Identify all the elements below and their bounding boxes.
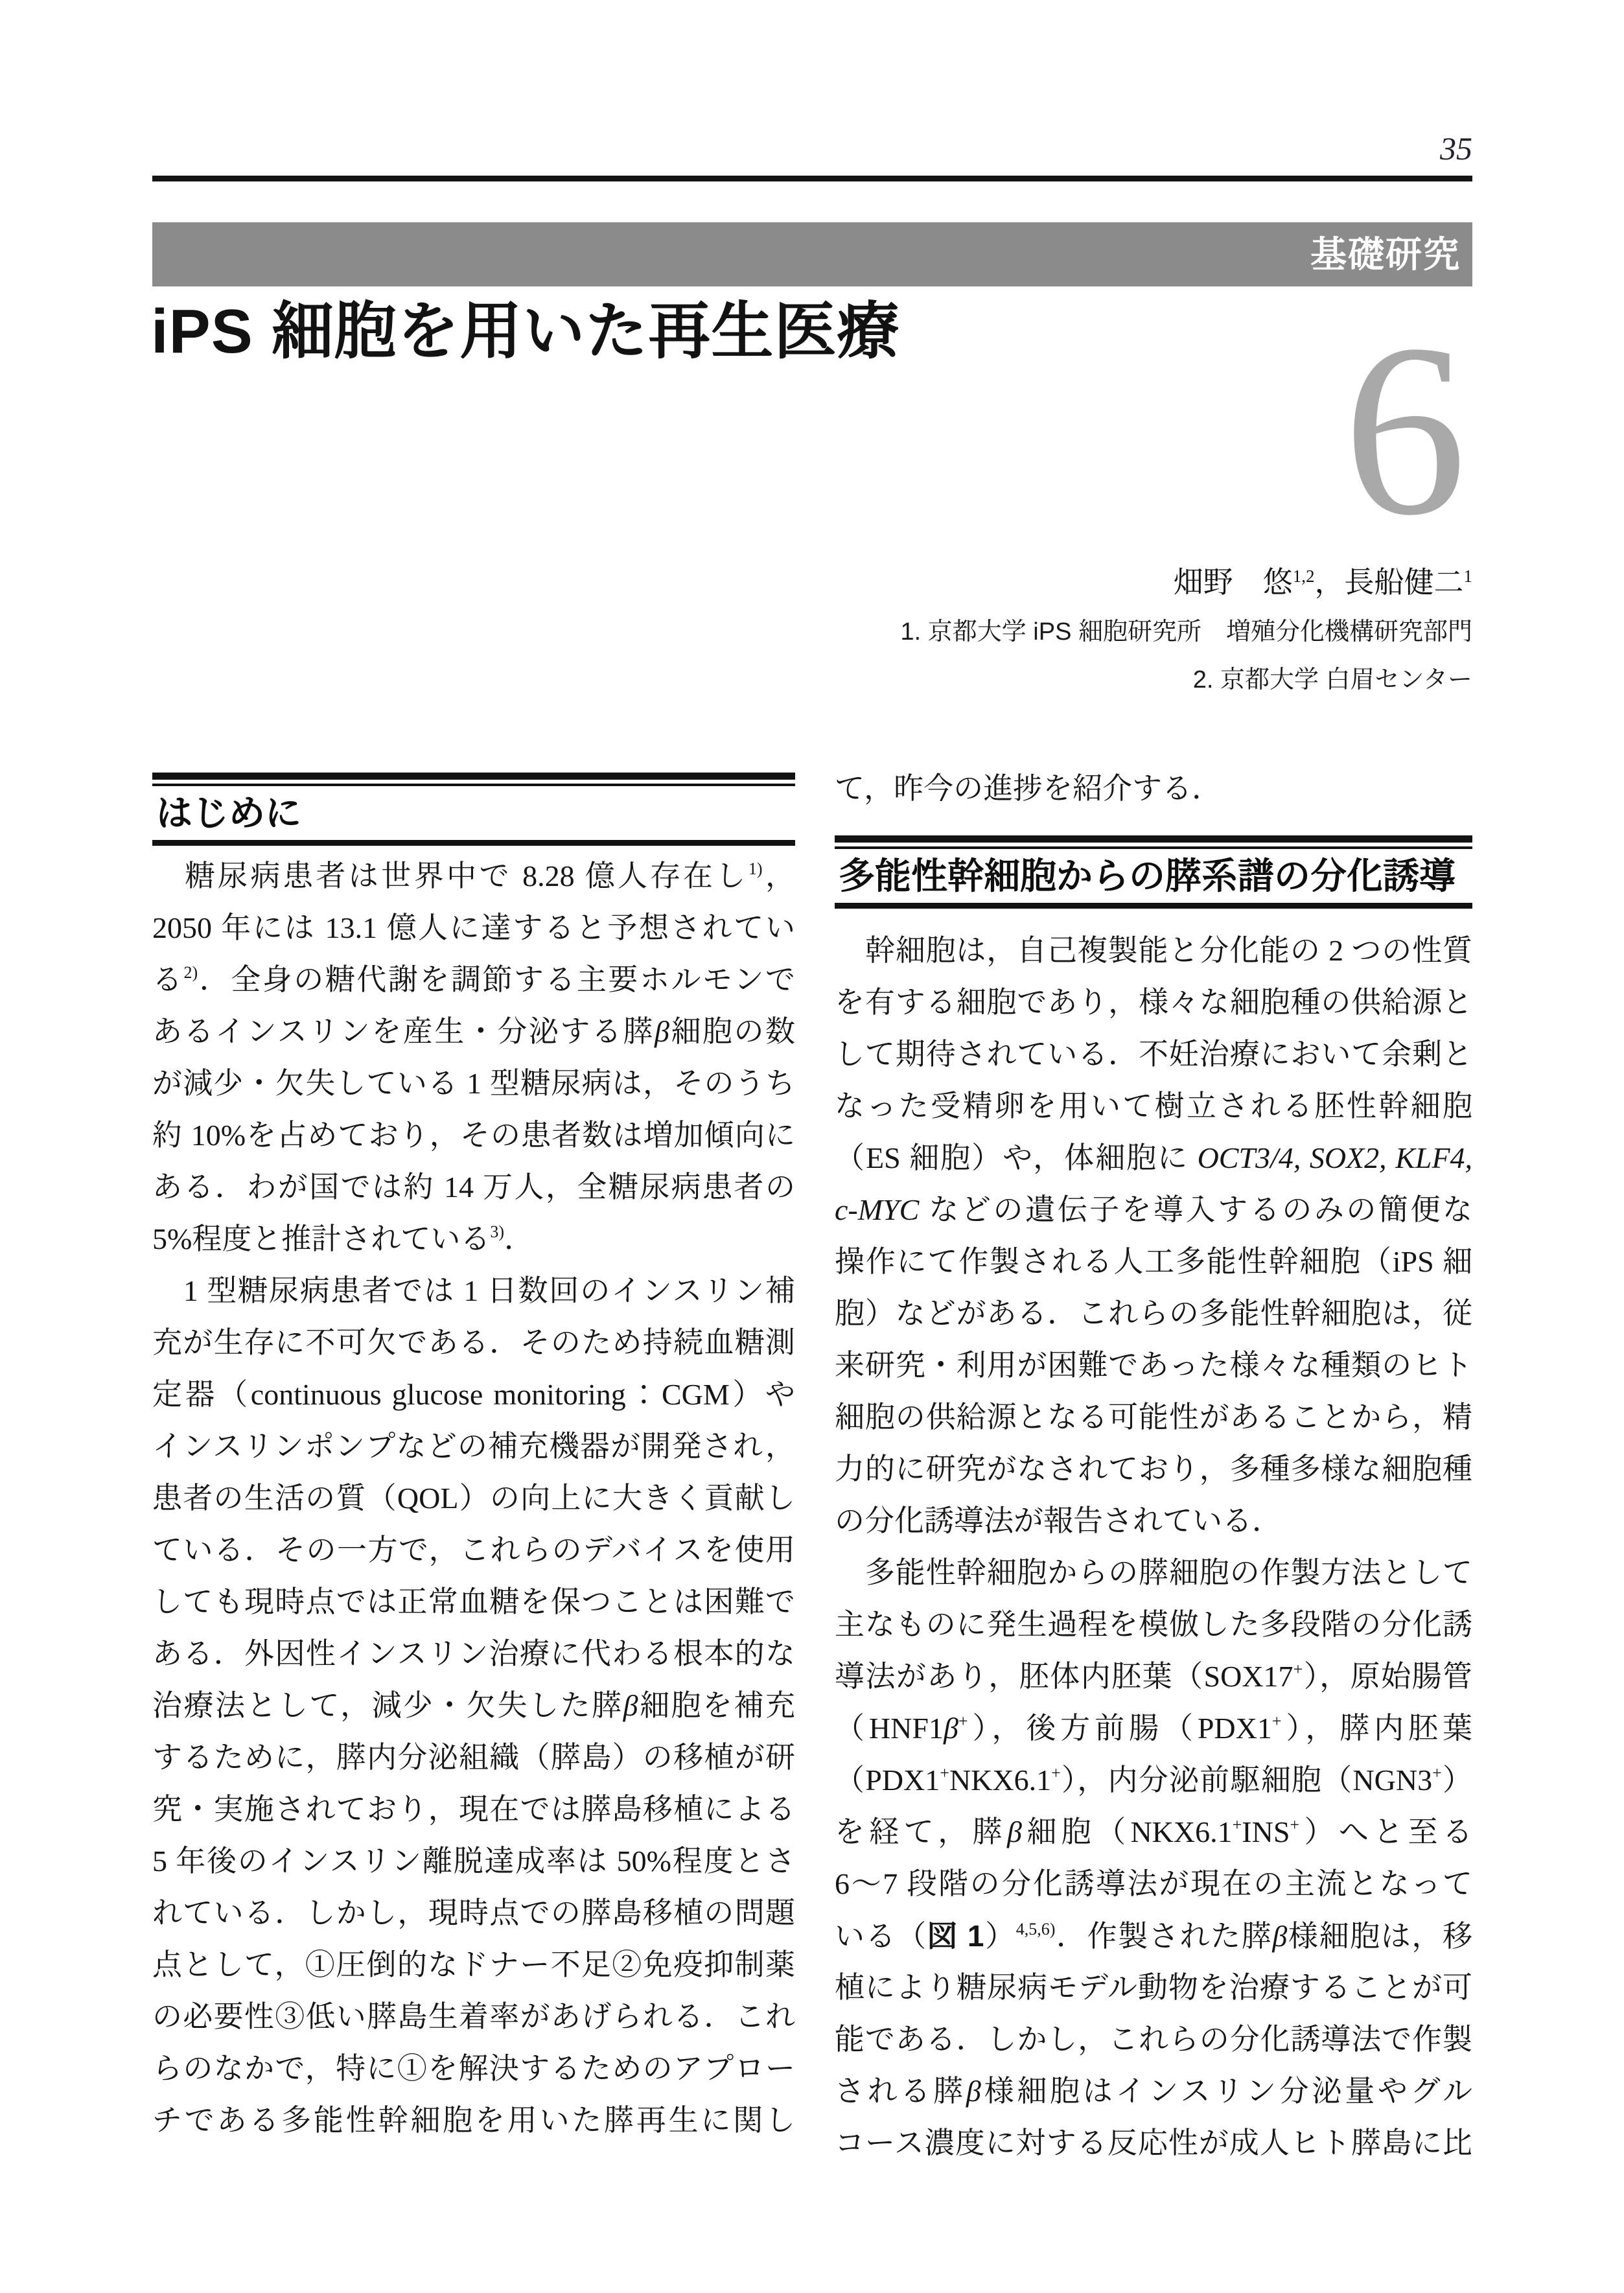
heading-rule-bottom [835, 903, 1472, 909]
text-segment-it: β [943, 1712, 958, 1745]
body-line [835, 1080, 1472, 1132]
text-segment-it: β [623, 1689, 638, 1722]
text-segment: 細胞の供給源となる可能性があることから，精 [835, 1401, 1472, 1434]
text-segment: ある．わが国では約 14 万人，全糖尿病患者の [152, 1170, 795, 1204]
text-segment: （HNF1 [835, 1712, 944, 1745]
body-line [835, 1288, 1472, 1340]
body-line [835, 1651, 1472, 1703]
text-segment: 来研究・利用が困難であった様々な種類のヒト [835, 1349, 1472, 1382]
text-segment: ある．外因性インスリン治療に代わる根本的な [152, 1637, 795, 1670]
body-line [835, 1495, 1472, 1547]
body-line [152, 954, 795, 1006]
text-segment-sup: + [1051, 1763, 1061, 1782]
body-line [835, 1754, 1472, 1806]
text-segment-sup: + [1232, 1815, 1242, 1834]
text-segment-sup: + [958, 1712, 968, 1730]
text-segment-sup: 1,2 [1292, 566, 1315, 586]
text-segment: 様細胞はインスリン分泌量やグル [980, 2075, 1473, 2108]
page-number: 35 [1440, 130, 1472, 167]
text-segment-sup: 1) [748, 859, 763, 878]
body-line [835, 1236, 1472, 1288]
body-line [152, 1887, 795, 1939]
text-segment-it: β [966, 2075, 981, 2108]
text-segment: ） [984, 1920, 1016, 1953]
text-segment: ），原始腸管 [1303, 1660, 1472, 1693]
body-line [835, 2117, 1472, 2169]
heading-rule-top-thick [152, 773, 795, 780]
section-heading-intro [152, 773, 795, 846]
body-line [835, 1962, 1472, 2014]
text-segment: 導法があり，胚体内胚葉（SOX17 [835, 1660, 1293, 1693]
body-line [152, 2043, 795, 2095]
text-segment: インスリンポンプなどの補充機器が開発され， [152, 1430, 795, 1463]
text-segment: 治療法として，減少・欠失した膵 [152, 1689, 623, 1722]
text-segment: の必要性③低い膵島生着率があげられる．これ [152, 2000, 795, 2033]
body-line [835, 2014, 1472, 2066]
body-line [835, 1184, 1472, 1236]
text-segment: ）へと至る [1299, 1815, 1472, 1848]
body-line [152, 850, 795, 902]
text-segment: 定器（continuous glucose monitoring：CGM）や [152, 1378, 795, 1411]
article-title: iPS 細胞を用いた再生医療 [151, 297, 900, 366]
body-line [152, 1421, 795, 1472]
body-line [835, 1858, 1472, 1910]
body-line [152, 1628, 795, 1680]
text-segment: 細胞を補充 [638, 1689, 795, 1722]
text-segment: などの遺伝子を導入するのみの簡便な [919, 1193, 1472, 1226]
text-segment-it: β [1272, 1920, 1288, 1953]
text-segment: 約 10%を占めており，その患者数は増加傾向に [152, 1119, 795, 1152]
text-segment-it: c-MYC [835, 1193, 920, 1226]
text-segment: ），膵内胚葉 [1281, 1712, 1473, 1745]
body-line [152, 1680, 795, 1732]
body-line [835, 1029, 1472, 1080]
chapter-number: 6 [1343, 294, 1467, 566]
text-segment: 多能性幹細胞からの膵細胞の作製方法として [835, 1556, 1473, 1589]
body-line [152, 1732, 795, 1784]
text-segment: （ES 細胞）や，体細胞に [835, 1141, 1198, 1174]
text-segment-it: β [654, 1015, 669, 1048]
text-segment-it: β [1007, 1815, 1022, 1848]
text-segment-sup: + [1293, 1660, 1303, 1679]
body-line [152, 1006, 795, 1058]
text-segment-b: 図 1 [927, 1919, 984, 1953]
body-line [152, 1524, 795, 1576]
text-segment-sup: + [1271, 1712, 1282, 1730]
text-segment-sup: 2) [183, 963, 198, 982]
body-line [152, 902, 795, 954]
text-segment: しても現時点では正常血糖を保つことは困難で [152, 1585, 795, 1618]
body-line [152, 1472, 795, 1524]
body-line [152, 1835, 795, 1887]
body-line [835, 1391, 1472, 1443]
body-line [152, 1265, 795, 1317]
affiliation-2: 2. 京都大学 白眉センター [1192, 666, 1472, 693]
body-line [152, 1991, 795, 2043]
text-segment: 畑野 悠 [1173, 566, 1293, 599]
text-segment: て，昨今の進捗を紹介する． [835, 772, 1222, 805]
text-segment: 能である．しかし，これらの分化誘導法で作製 [835, 2023, 1473, 2056]
text-segment: 究・実施されており，現在では膵島移植による [152, 1793, 795, 1826]
body-line [152, 1161, 795, 1213]
body-line [835, 1547, 1472, 1599]
body-line [835, 925, 1472, 977]
text-segment-sup: 4,5,6) [1015, 1920, 1056, 1938]
text-segment: 5%程度と推計されている [152, 1222, 491, 1255]
text-segment: を経て，膵 [835, 1815, 1007, 1848]
section-heading-differentiation-text: 多能性幹細胞からの膵系譜の分化誘導 [839, 856, 1456, 896]
text-segment: なった受精卵を用いて樹立される胚性幹細胞 [835, 1089, 1472, 1123]
text-segment-it: OCT3/4, SOX2, KLF4, [1197, 1141, 1472, 1174]
text-segment: の分化誘導法が報告されている． [835, 1504, 1282, 1537]
body-line [152, 1576, 795, 1628]
text-segment: 細胞（NKX6.1 [1021, 1815, 1233, 1848]
text-segment: 胞）などがある．これらの多能性幹細胞は，従 [835, 1297, 1472, 1330]
text-segment: するために，膵内分泌組織（膵島）の移植が研 [152, 1741, 795, 1774]
text-segment: あるインスリンを産生・分泌する膵 [152, 1015, 655, 1048]
text-segment: NKX6.1 [949, 1763, 1052, 1797]
text-segment: ．作製された膵 [1055, 1920, 1273, 1953]
body-line [152, 1213, 795, 1265]
text-segment: ． [504, 1222, 534, 1255]
body-line [152, 1784, 795, 1835]
text-segment: れている．しかし，現時点での膵島移植の問題 [152, 1896, 795, 1929]
text-segment: される膵 [835, 2075, 966, 2108]
category-bar [152, 222, 1472, 286]
text-segment: ），内分泌前駆細胞（NGN3 [1060, 1763, 1433, 1797]
text-segment: ，長船健二 [1314, 566, 1464, 599]
body-line [152, 1369, 795, 1421]
text-segment: 2050 年には 13.1 億人に達すると予想されてい [152, 911, 796, 944]
body-line [152, 1110, 795, 1161]
right-column [835, 747, 1472, 2169]
right-column-body [835, 925, 1472, 2169]
body-line [835, 763, 1472, 815]
text-segment: 5 年後のインスリン離脱達成率は 50%程度とさ [152, 1845, 795, 1878]
text-segment: ， [762, 859, 796, 892]
right-column-pre-heading [835, 763, 1472, 815]
text-segment: ている．その一方で，これらのデバイスを使用 [152, 1533, 795, 1566]
body-line [835, 1599, 1472, 1651]
body-line [152, 1317, 795, 1369]
body-line [152, 2095, 795, 2147]
text-segment: 1 型糖尿病患者では 1 日数回のインスリン補 [152, 1274, 795, 1307]
text-segment: 植により糖尿病モデル動物を治療することが可 [835, 1971, 1472, 2004]
text-segment: 主なものに発生過程を模倣した多段階の分化誘 [835, 1608, 1473, 1641]
text-segment: INS [1242, 1815, 1290, 1848]
body-line [835, 1443, 1472, 1495]
text-segment-sup: 1 [1463, 566, 1472, 586]
text-segment-sup: + [1290, 1815, 1300, 1834]
body-line [835, 1806, 1472, 1858]
text-segment: いる（ [835, 1920, 927, 1953]
text-segment: して期待されている．不妊治療において余剰と [835, 1038, 1472, 1071]
text-segment: 充が生存に不可欠である．そのため持続血糖測 [152, 1326, 795, 1359]
body-line [835, 2066, 1472, 2117]
body-line [835, 977, 1472, 1029]
text-segment: 細胞の数 [669, 1015, 795, 1048]
text-segment: 幹細胞は，自己複製能と分化能の 2 つの性質 [835, 934, 1472, 967]
text-segment: コース濃度に対する反応性が成人ヒト膵島に比 [835, 2126, 1472, 2159]
text-segment: ），後方前腸（PDX1 [968, 1712, 1272, 1745]
section-heading-differentiation [835, 835, 1472, 909]
text-segment: 様細胞は，移 [1287, 1920, 1473, 1953]
text-segment: 力的に研究がなされており，多種多様な細胞種 [835, 1452, 1473, 1485]
text-segment: る [152, 963, 184, 996]
body-line [835, 1340, 1472, 1391]
left-column [152, 773, 795, 2147]
body-line [152, 1939, 795, 1991]
section-heading-intro-text: はじめに [156, 793, 301, 833]
authors-line [1174, 565, 1472, 604]
body-line [835, 1132, 1472, 1184]
text-segment-sup: + [1432, 1763, 1442, 1782]
category-badge-label: 基礎研究 [1310, 233, 1461, 275]
text-segment: チである多能性幹細胞を用いた膵再生に関し [152, 2104, 795, 2137]
text-segment: 糖尿病患者は世界中で 8.28 億人存在し [152, 859, 748, 892]
text-segment: 6〜7 段階の分化誘導法が現在の主流となって [835, 1867, 1472, 1900]
text-segment-sup: 3) [490, 1222, 504, 1241]
heading-rule-bottom [152, 840, 795, 846]
body-line [152, 1058, 795, 1110]
affiliation-1: 1. 京都大学 iPS 細胞研究所 増殖分化機構研究部門 [900, 618, 1472, 646]
text-segment: を有する細胞であり，様々な細胞種の供給源と [835, 986, 1472, 1019]
body-line [835, 1703, 1472, 1754]
text-segment: 患者の生活の質（QOL）の向上に大きく貢献し [152, 1482, 795, 1515]
text-segment: が減少・欠失している 1 型糖尿病は，そのうち [152, 1067, 795, 1100]
body-line [835, 1910, 1472, 1962]
text-segment: ．全身の糖代謝を調節する主要ホルモンで [198, 963, 796, 996]
text-segment: 操作にて作製される人工多能性幹細胞（iPS 細 [835, 1245, 1472, 1278]
text-segment: 点として，①圧倒的なドナー不足②免疫抑制薬 [152, 1948, 795, 1981]
text-segment-sup: + [940, 1763, 949, 1782]
heading-rule-top-thick [835, 835, 1472, 843]
text-segment: ） [1441, 1763, 1472, 1797]
left-column-body [152, 850, 795, 2147]
text-segment: （PDX1 [835, 1763, 940, 1797]
header-rule [152, 176, 1472, 181]
text-segment: らのなかで，特に①を解決するためのアプロー [152, 2052, 795, 2085]
